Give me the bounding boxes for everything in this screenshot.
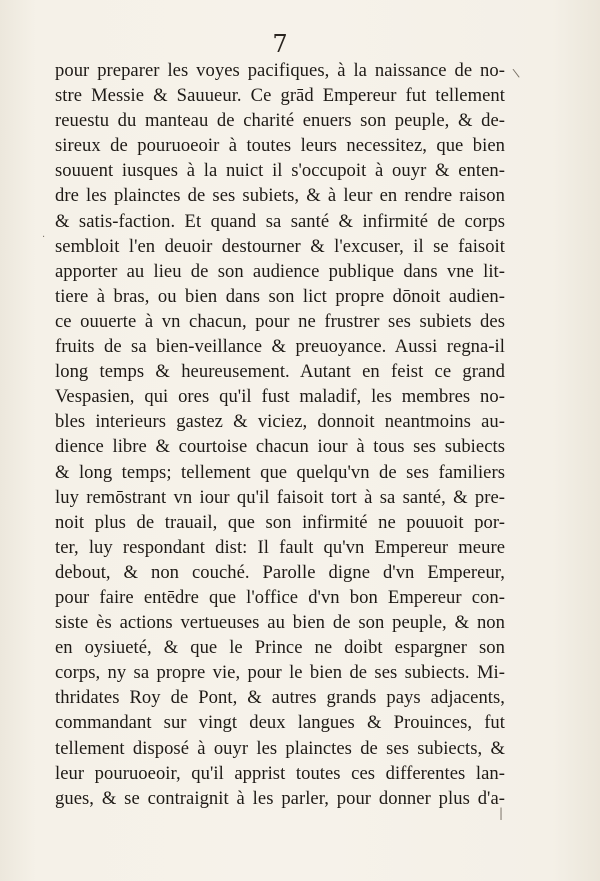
text-line: tellement disposé à ouyr les plainctes de ses subiects, & [55,737,505,759]
text-line: luy remōstrant vn iour qu'il faisoit tort à sa santé, & pre- [55,486,505,508]
body-text [55,58,505,811]
text-line: noit plus de trauail, que son infirmité ne pouuoit por- [55,511,505,533]
text-line: souuent iusques à la nuict il s'occupoit à ouyr & enten- [55,160,505,182]
text-line: sembloit l'en deuoir destourner & l'excuser, il se faisoit [55,235,505,257]
text-line: en oysiueté, & que le Prince ne doibt espargner son [55,637,505,659]
text-line: long temps & heureusement. Autant en feist ce grand [55,361,505,383]
text-line: ce ouuerte à vn chacun, pour ne frustrer ses subiets des [55,310,505,332]
text-line: pour faire entēdre que l'office d'vn bon Empereur con- [55,586,505,608]
text-line: fruits de sa bien-veillance & preuoyance. Aussi regna-il [55,336,505,358]
page-number: 7 [272,30,288,58]
text-line: & satis-faction. Et quand sa santé & infirmité de corps [55,210,505,232]
text-line: corps, ny sa propre vie, pour le bien de ses subiects. Mi- [55,662,505,684]
text-line: apporter au lieu de son audience publique dans vne lit- [55,260,505,282]
text-line: & long temps; tellement que quelqu'vn de ses familiers [55,461,505,483]
text-line: thridates Roy de Pont, & autres grands pays adjacents, [55,687,505,709]
text-line: bles interieurs gastez & viciez, donnoit neantmoins au- [55,411,505,433]
text-line: commandant sur vingt deux langues & Prouinces, fut [55,712,505,734]
text-line: sireux de pouruoeoir à toutes leurs necessitez, que bien [55,135,505,157]
margin-mark: | [498,806,503,820]
text-line: reuestu du manteau de charité enuers son peuple, & de- [55,110,505,132]
text-line: stre Messie & Sauueur. Ce grād Empereur fut tellement [55,85,505,107]
text-line: Vespasien, qui ores qu'il fust maladif, les membres no- [55,386,505,408]
text-line: siste ès actions vertueuses au bien de son peuple, & non [55,612,505,634]
text-line: gues, & se contraignit à les parler, pour donner plus d'a- [55,787,505,809]
text-line: dience libre & courtoise chacun iour à tous ses subiects [55,436,505,458]
text-line: debout, & non couché. Parolle digne d'vn Empereur, [55,561,505,583]
margin-mark: \ [511,65,521,81]
text-line: tiere à bras, ou bien dans son lict propre dōnoit audien- [55,285,505,307]
margin-mark: · [42,232,46,243]
text-line: pour preparer les voyes pacifiques, à la naissance de no- [55,60,505,81]
text-line: dre les plainctes de ses subiets, & à leur en rendre raison [55,185,505,207]
text-line: ter, luy respondant dist: Il fault qu'vn Empereur meure [55,536,505,558]
text-line: leur pouruoeoir, qu'il apprist toutes ces differentes lan- [55,762,505,784]
